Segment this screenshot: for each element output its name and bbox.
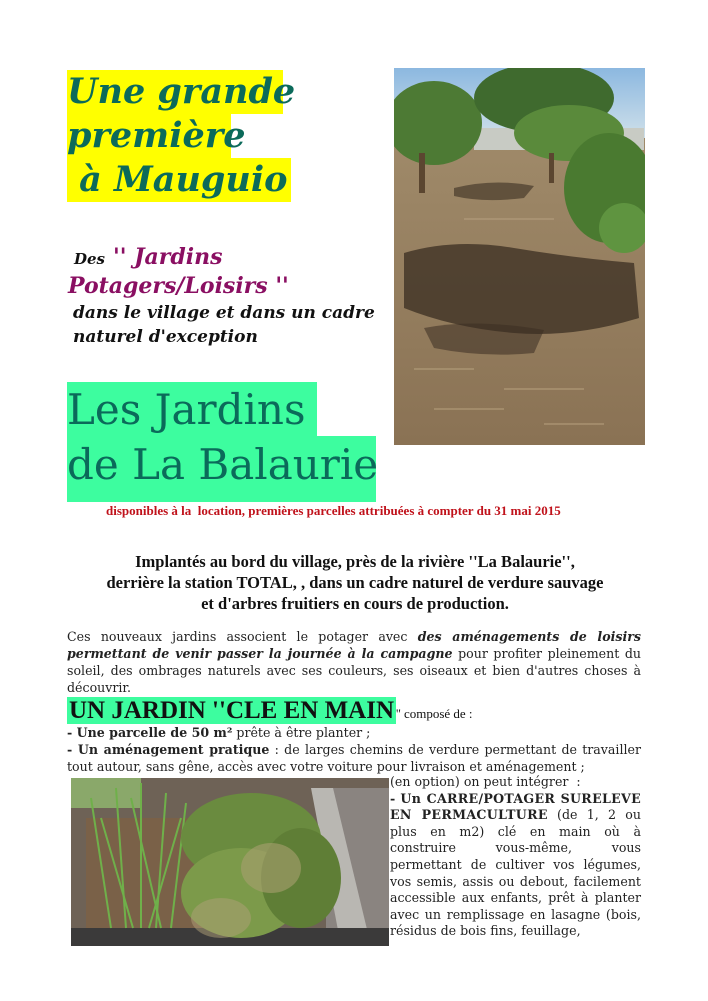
option-body: (de 1, 2 ou plus en m2) clé en main où à construire vous-même, vous permettant de cultiver vos légumes, vos semis, assis ou debout, facilement accessible aux enfants, prêt à planter avec un remplissage en lasagne (bois, résidus de bois fins, feuillage, xyxy=(390,807,641,939)
subtitle-desc-2: naturel d'exception xyxy=(73,327,258,347)
location-line-1: Implantés au bord du village, près de la rivière ''La Balaurie'', xyxy=(135,552,575,571)
option-intro: (en option) on peut intégrer : xyxy=(390,774,581,789)
subtitle-quoted-1: '' Jardins xyxy=(113,244,223,270)
title-line-1: Une grande xyxy=(67,71,296,112)
subtitle-block xyxy=(68,243,375,349)
list-item-bold: Un aménagement pratique xyxy=(77,742,270,757)
intro-emphasis: des aménagements de loisirs permettant de venir passer la journée à la campagne xyxy=(67,629,642,661)
list-item-bold: Une parcelle de 50 m² xyxy=(76,725,233,740)
subtitle-desc-1: dans le village et dans un cadre xyxy=(73,303,375,323)
garden-name-line-2: de La Balaurie xyxy=(67,436,376,502)
option-text xyxy=(390,774,641,940)
raised-bed-photo-image xyxy=(71,778,389,946)
subtitle-prefix: Des xyxy=(74,250,105,268)
list-dash: - xyxy=(67,725,77,740)
orchard-photo-image xyxy=(394,68,645,445)
garden-name xyxy=(67,382,379,502)
title-line-3: à Mauguio xyxy=(67,158,291,202)
list-item xyxy=(67,741,641,775)
intro-text-2: pour profiter pleinement du soleil, des ombrages naturels avec ses couleurs, ses oiseaux et bien d'autres choses à découvrir. xyxy=(67,646,641,695)
list-dash: - xyxy=(390,790,401,806)
location-description xyxy=(60,551,650,614)
intro-text-1: Ces nouveaux jardins associent le potager avec xyxy=(67,629,418,644)
feature-list xyxy=(67,724,641,775)
section-heading-tail: '' composé de : xyxy=(396,706,473,721)
title-line-2: première xyxy=(67,115,246,156)
garden-name-line-1: Les Jardins xyxy=(67,382,317,436)
intro-paragraph xyxy=(67,628,641,696)
location-line-2: derrière la station TOTAL, , dans un cadre naturel de verdure sauvage xyxy=(106,573,604,592)
raised-bed-photo xyxy=(71,778,389,946)
orchard-photo xyxy=(394,68,645,445)
location-line-3: et d'arbres fruitiers en cours de production. xyxy=(201,594,509,613)
list-item-text: : de larges chemins de verdure permettant de travailler tout autour, sans gêne, accès avec votre voiture pour livraison et aménagement ; xyxy=(67,742,641,774)
option-description xyxy=(390,791,641,940)
list-item xyxy=(67,724,641,741)
list-item-text: prête à être planter ; xyxy=(232,725,371,740)
main-title xyxy=(67,70,296,202)
subtitle-quoted-2: Potagers/Loisirs '' xyxy=(68,273,289,299)
option-bold: Un CARRE/POTAGER SURELEVE EN PERMACULTURE xyxy=(390,790,641,823)
list-dash: - xyxy=(67,742,78,757)
availability-notice: disponibles à la location, premières parcelles attribuées à compter du 31 mai 2015 xyxy=(106,503,561,518)
section-heading-text: UN JARDIN ''CLE EN MAIN xyxy=(69,697,395,724)
